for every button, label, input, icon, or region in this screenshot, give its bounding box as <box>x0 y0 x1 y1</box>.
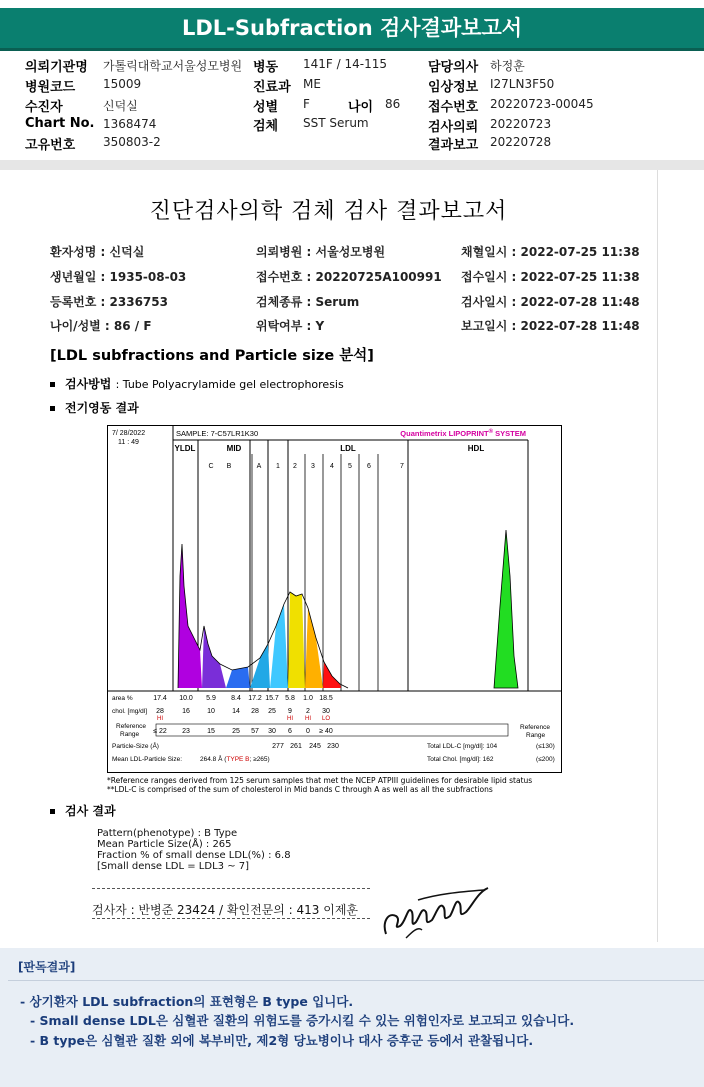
band-label-7: 7 <box>400 463 404 470</box>
row-label-mean: Mean LDL-Particle Size: <box>112 756 183 763</box>
patient-label: 수진자 <box>25 100 63 115</box>
hospital-label: 의뢰기관명 <box>25 60 88 75</box>
row-label-area: area % <box>112 695 133 702</box>
chol-value-6: 9 <box>288 708 292 715</box>
result-fraction: Fraction % of small dense LDL(%) : 6.8 <box>97 850 291 861</box>
patient-value: 신덕실 <box>103 99 138 113</box>
doctor-value: 하정훈 <box>490 59 525 73</box>
band-label-4: 4 <box>330 463 334 470</box>
registration-no: 등록번호 : 2336753 <box>50 295 168 309</box>
doctor-label: 담당의사 <box>428 60 479 75</box>
patient-name: 환자성명 : 신덕실 <box>50 245 145 259</box>
peak-fraction-6 <box>305 608 323 688</box>
unique-no-value: 350803-2 <box>103 135 161 149</box>
peak-fraction-1 <box>202 626 226 688</box>
chart-brand-tail: SYSTEM <box>493 429 526 438</box>
chol-value-7: 2 <box>306 708 310 715</box>
ward-value: 141F / 14-115 <box>303 57 387 71</box>
area-value-2: 5.9 <box>206 695 216 702</box>
row-label-chol: chol. [mg/dl] <box>112 708 148 715</box>
plot-area <box>173 440 528 691</box>
ref-value-0: ≤ 22 <box>153 728 167 735</box>
group-label-hdl: HDL <box>467 444 485 453</box>
hospital-value: 가톨릭대학교서울성모병원 <box>103 59 243 73</box>
ref-value-5: 30 <box>268 728 276 735</box>
area-value-8: 18.5 <box>319 695 333 702</box>
chart-svg <box>108 426 561 772</box>
test-time: 검사일시 : 2022-07-28 11:48 <box>461 295 640 309</box>
chart-no-label: Chart No. <box>25 116 95 131</box>
band-label-b: B <box>226 463 232 470</box>
interpretation-line-2: - Small dense LDL은 심혈관 질환의 위험도를 증가시킬 수 있는 위험인자로 보고되고 있습니다. <box>30 1013 575 1028</box>
peak-fraction-2 <box>226 667 250 688</box>
total-chol: Total Chol. [mg/dl]: 162 <box>427 756 494 763</box>
band-label-2: 2 <box>293 463 297 470</box>
receipt-no-value: 20220723-00045 <box>490 97 594 111</box>
chol-value-2: 10 <box>207 708 215 715</box>
row-label-ref-1: Reference <box>116 723 146 730</box>
receipt-number: 접수번호 : 20220725A100991 <box>256 270 442 284</box>
requesting-hospital: 의뢰병원 : 서울성모병원 <box>256 245 386 259</box>
request-value: 20220723 <box>490 117 552 131</box>
signature-line: 검사자 : 반병준 23424 / 확인전문의 : 413 이제훈 <box>92 903 359 917</box>
age-label: 나이 <box>348 100 374 115</box>
chol-value-5: 25 <box>268 708 276 715</box>
total-ldl: Total LDL-C [mg/dl]: 104 <box>427 743 498 750</box>
unique-no-label: 고유번호 <box>25 138 76 153</box>
ref-value-3: 25 <box>232 728 240 735</box>
report-page <box>0 170 658 942</box>
signature-graphic <box>378 882 493 942</box>
group-label-ldl: LDL <box>340 444 356 453</box>
interpretation-line-3: - B type은 심혈관 질환 외에 복부비만, 제2형 당뇨병이나 대사 증후군 등에서 관찰됩니다. <box>30 1033 534 1048</box>
chol-flag-7: HI <box>305 716 311 722</box>
area-value-6: 5.8 <box>285 695 295 702</box>
ref-value-6: 6 <box>288 728 292 735</box>
chart-no-value: 1368474 <box>103 117 157 131</box>
receipt-time: 접수일시 : 2022-07-25 11:38 <box>461 270 640 284</box>
request-label: 검사의뢰 <box>428 120 479 135</box>
mean-size-value: 264.8 Å ( <box>200 756 227 763</box>
report-date-value: 20220728 <box>490 135 552 149</box>
particle-size-3: 230 <box>327 743 339 750</box>
area-value-7: 1.0 <box>303 695 313 702</box>
report-date-label: 결과보고 <box>428 138 479 153</box>
total-ldl-ref: (≤130) <box>536 743 555 750</box>
age-sex: 나이/성별 : 86 / F <box>50 319 152 333</box>
method-value: : Tube Polyacrylamide gel electrophoresis <box>115 378 344 391</box>
band-label-6: 6 <box>367 463 371 470</box>
result-definition: [Small dense LDL = LDL3 ~ 7] <box>97 861 250 872</box>
lipoprint-chart <box>107 425 562 773</box>
sex-value: F <box>303 97 310 111</box>
group-label-yldl: YLDL <box>174 444 196 453</box>
peak-fraction-7 <box>323 662 341 688</box>
specimen-type: 검체종류 : Serum <box>256 295 360 309</box>
mean-ref: ; ≥265) <box>249 756 270 763</box>
chart-brand-sup: ® <box>488 429 494 435</box>
chol-value-1: 16 <box>182 708 190 715</box>
band-label-5: 5 <box>348 463 352 470</box>
footnote-1: *Reference ranges derived from 125 serum samples that met the NCEP ATPIII guidelines for desirable lipid status <box>107 776 533 785</box>
chol-flag-6: HI <box>287 716 293 722</box>
ref-value-4: 57 <box>251 728 259 735</box>
total-chol-ref: (≤200) <box>536 756 555 763</box>
ref-range-right-1: Reference <box>520 724 550 731</box>
dept-value: ME <box>303 77 321 91</box>
electro-line <box>50 399 139 416</box>
chart-brand-name: Quantimetrix LIPOPRINT <box>400 429 489 438</box>
birth-date: 생년월일 : 1935-08-03 <box>50 270 187 284</box>
ref-value-2: 15 <box>207 728 215 735</box>
interpretation-heading: [판독결과] <box>18 960 76 974</box>
header-info <box>0 50 704 160</box>
dashed-rule-top <box>92 888 370 889</box>
clinical-label: 임상정보 <box>428 80 479 95</box>
interpretation-panel <box>0 948 704 1087</box>
row-label-particle: Particle-Size (Å) <box>112 743 159 750</box>
electro-label: 전기영동 결과 <box>65 401 139 415</box>
ref-value-8: ≥ 40 <box>319 728 333 735</box>
sex-label: 성별 <box>253 100 279 115</box>
result-block <box>97 828 291 872</box>
chol-value-8: 30 <box>322 708 330 715</box>
ref-value-1: 23 <box>182 728 190 735</box>
chol-value-3: 14 <box>232 708 240 715</box>
band-label-c: C <box>208 463 214 470</box>
footnotes <box>107 776 532 794</box>
chol-value-4: 28 <box>251 708 259 715</box>
particle-size-2: 245 <box>309 743 321 750</box>
result-label: 검사 결과 <box>65 804 116 818</box>
method-label: 검사방법 <box>65 377 112 391</box>
outsourced: 위탁여부 : Y <box>256 319 325 333</box>
row-label-ref-2: Range <box>120 731 140 738</box>
area-value-4: 17.2 <box>248 695 262 702</box>
result-pattern: Pattern(phenotype) : B Type <box>97 828 238 839</box>
chol-flag-8: LO <box>321 716 331 722</box>
area-value-3: 8.4 <box>231 695 241 702</box>
divider <box>0 160 704 170</box>
hospital-code-label: 병원코드 <box>25 80 76 95</box>
section-title: [LDL subfractions and Particle size 분석] <box>50 348 374 364</box>
report-title-bar: LDL-Subfraction 검사결과보고서 <box>0 8 704 51</box>
dashed-rule-bottom <box>92 918 370 919</box>
method-line <box>50 375 344 392</box>
specimen-label: 검체 <box>253 119 279 134</box>
band-label-a: A <box>256 463 262 470</box>
hdl-peak <box>494 530 518 688</box>
collection-time: 채혈일시 : 2022-07-25 11:38 <box>461 245 640 259</box>
chart-time: 11 : 49 <box>118 439 139 446</box>
chart-sample: SAMPLE: 7-C57LR1K30 <box>176 429 259 438</box>
mean-size-line <box>200 754 270 763</box>
result-mean-size: Mean Particle Size(Å) : 265 <box>97 839 232 850</box>
ref-range-right-2: Range <box>526 732 546 739</box>
area-value-5: 15.7 <box>265 695 279 702</box>
age-value: 86 <box>385 97 401 111</box>
data-table <box>112 695 555 763</box>
receipt-no-label: 접수번호 <box>428 100 479 115</box>
band-label-1: 1 <box>276 463 280 470</box>
particle-size-0: 277 <box>272 743 284 750</box>
particle-size-1: 261 <box>290 743 302 750</box>
hospital-code-value: 15009 <box>103 77 142 91</box>
interpretation-line-1: - 상기환자 LDL subfraction의 표현형은 B type 입니다. <box>20 994 354 1009</box>
band-label-3: 3 <box>311 463 315 470</box>
result-line <box>50 802 116 819</box>
type-flag: TYPE B <box>226 756 250 763</box>
specimen-value: SST Serum <box>303 116 369 130</box>
footnote-2: **LDL-C is comprised of the sum of cholesterol in Mid bands C through A as well as all the subfractions <box>107 785 493 794</box>
ward-label: 병동 <box>253 60 279 75</box>
report-heading: 진단검사의학 검체 검사 결과보고서 <box>149 199 508 224</box>
chart-brand <box>400 428 526 438</box>
peak-fraction-5 <box>288 592 305 688</box>
chol-value-0: 28 <box>156 708 164 715</box>
chart-date: 7/ 28/2022 <box>112 430 146 437</box>
group-label-mid: MID <box>226 444 242 453</box>
report-time: 보고일시 : 2022-07-28 11:48 <box>461 319 640 333</box>
clinical-value: I27LN3F50 <box>490 77 555 91</box>
area-value-0: 17.4 <box>153 695 167 702</box>
dept-label: 진료과 <box>253 80 291 95</box>
ref-value-7: 0 <box>306 728 310 735</box>
area-value-1: 10.0 <box>179 695 193 702</box>
peak-fraction-3 <box>250 644 270 688</box>
panel-rule <box>8 980 704 981</box>
chol-flag-0: HI <box>157 716 163 722</box>
